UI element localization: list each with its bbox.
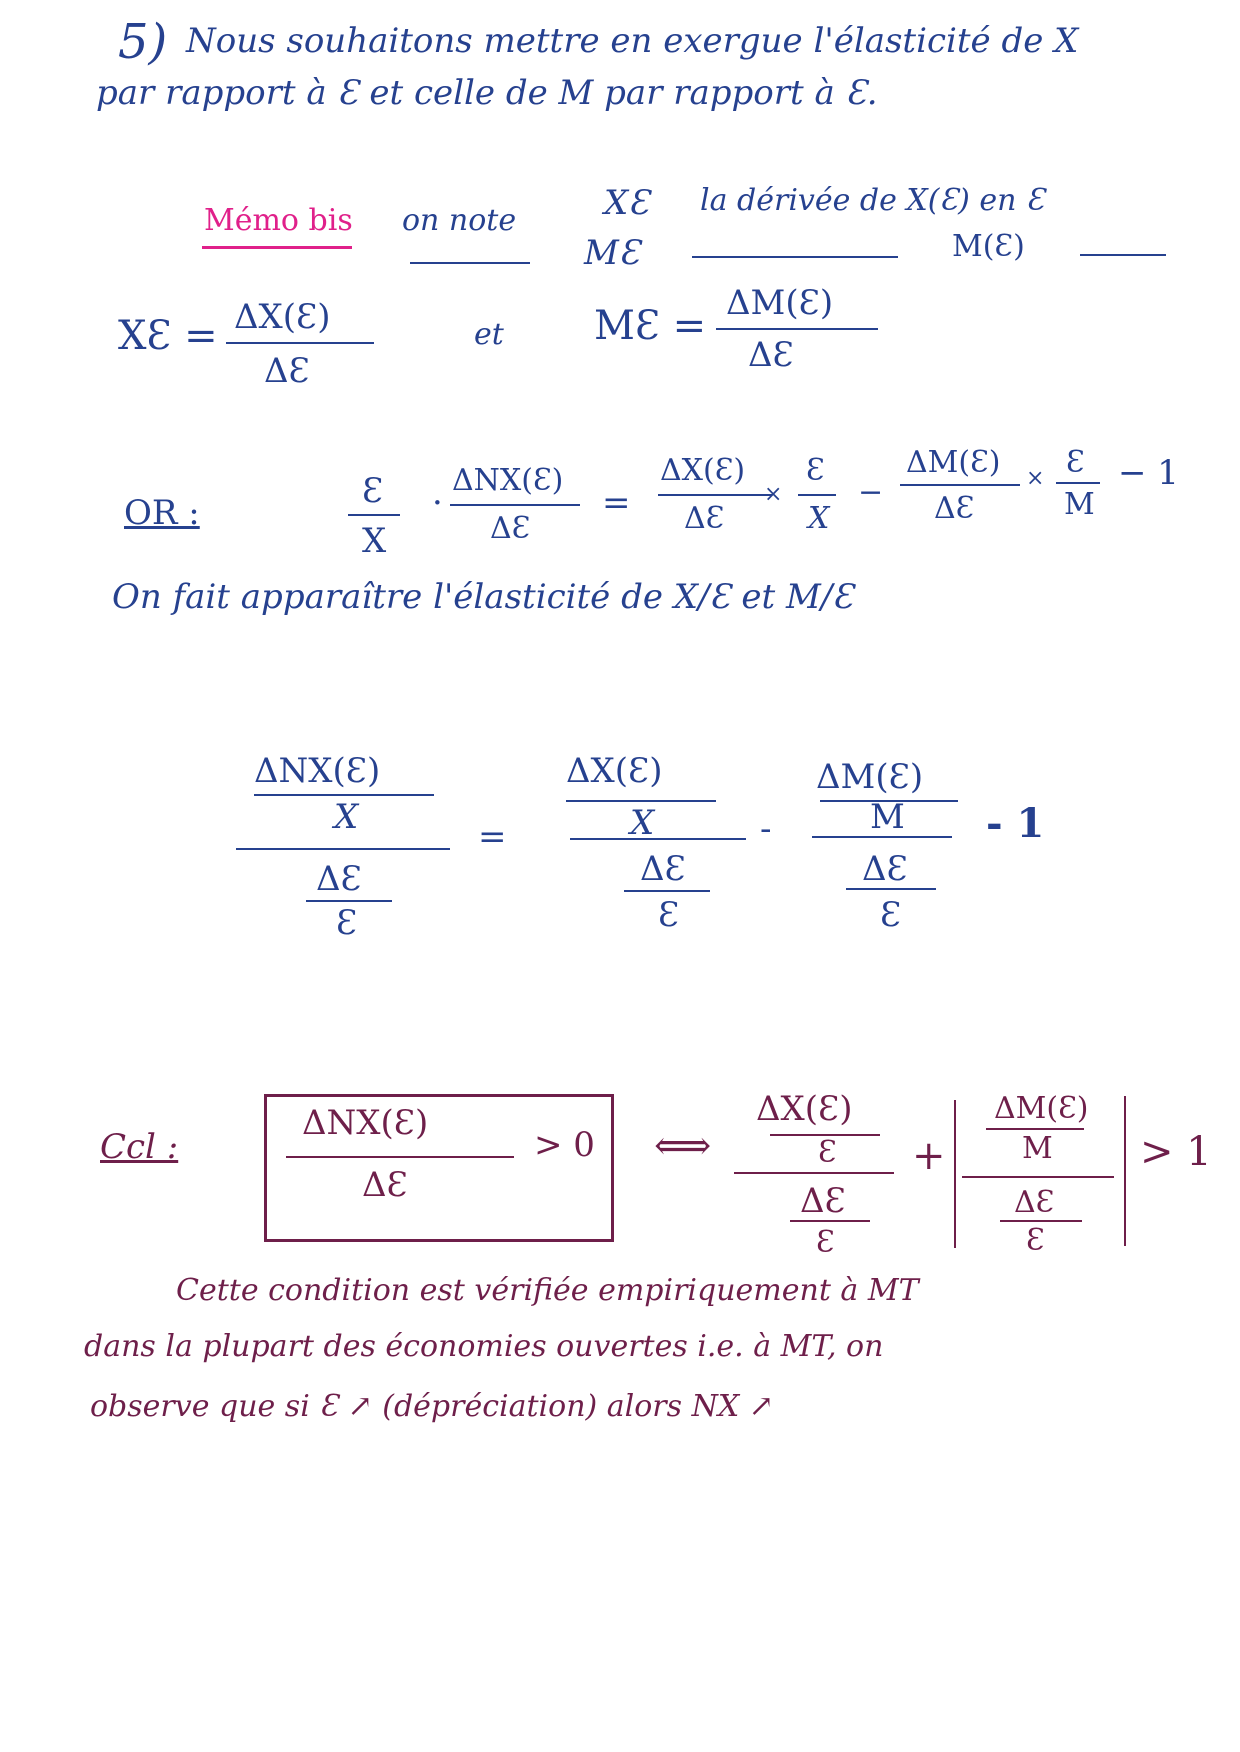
fraction-bar bbox=[1056, 482, 1100, 484]
greater-than-zero: > 0 bbox=[534, 1125, 595, 1165]
fraction-bar bbox=[306, 900, 392, 902]
multiplication-dot: · bbox=[432, 483, 443, 523]
or-fraction-5-numerator: ΔM(Ɛ) bbox=[906, 445, 1001, 480]
minus-sign: − bbox=[858, 475, 884, 510]
or-fraction-3-numerator: ΔX(Ɛ) bbox=[660, 453, 746, 488]
memo-x-symbol: XƐ bbox=[604, 183, 650, 223]
question-number: 5) bbox=[118, 14, 168, 70]
fraction-bar bbox=[900, 484, 1020, 486]
equals-sign: = bbox=[602, 483, 631, 523]
cond-term2-top-numerator: ΔM(Ɛ) bbox=[994, 1091, 1089, 1126]
term2-bottom-numerator: ΔƐ bbox=[862, 849, 908, 889]
cond-term1-bottom-numerator: ΔƐ bbox=[800, 1181, 846, 1221]
or-fraction-6-denominator: M bbox=[1064, 487, 1095, 522]
appear-line: On fait apparaître l'élasticité de X/Ɛ et M/Ɛ bbox=[112, 577, 854, 617]
or-label: OR : bbox=[124, 493, 200, 533]
fraction-bar bbox=[254, 794, 434, 796]
fraction-bar bbox=[286, 1156, 514, 1158]
closing-line-1: Cette condition est vérifiée empiriquement à MT bbox=[176, 1273, 919, 1308]
fraction-bar bbox=[716, 328, 878, 330]
equals-sign: = bbox=[478, 817, 507, 857]
fraction-bar bbox=[798, 494, 836, 496]
or-fraction-6-numerator: Ɛ bbox=[1066, 445, 1085, 480]
main-fraction-bar bbox=[962, 1176, 1114, 1178]
main-fraction-bar bbox=[812, 836, 952, 838]
fraction-bar bbox=[348, 514, 400, 516]
x-derivative-denominator: ΔƐ bbox=[264, 351, 310, 391]
fraction-bar bbox=[226, 342, 374, 344]
minus-sign: - bbox=[760, 809, 772, 849]
fraction-bar bbox=[1000, 1220, 1082, 1222]
lhs-bottom-denominator: Ɛ bbox=[336, 903, 358, 943]
memo-label: Mémo bis bbox=[204, 203, 353, 238]
iff-arrow: ⟺ bbox=[654, 1123, 712, 1169]
term1-top-denominator: X bbox=[630, 803, 655, 843]
fraction-bar bbox=[566, 800, 716, 802]
lhs-top-numerator: ΔNX(Ɛ) bbox=[254, 751, 381, 791]
fraction-bar bbox=[986, 1128, 1084, 1130]
closing-line-3: observe que si Ɛ ↗ (dépréciation) alors NX ↗ bbox=[90, 1389, 774, 1424]
term1-bottom-denominator: Ɛ bbox=[658, 895, 680, 935]
cond-term2-bottom-numerator: ΔƐ bbox=[1014, 1185, 1055, 1220]
fraction-bar bbox=[624, 890, 710, 892]
or-fraction-1-numerator: Ɛ bbox=[362, 471, 384, 511]
memo-description-1: la dérivée de X(Ɛ) en Ɛ bbox=[700, 183, 1045, 218]
ditto-line bbox=[692, 256, 898, 258]
times-sign: × bbox=[1026, 466, 1045, 491]
fraction-bar bbox=[846, 888, 936, 890]
or-fraction-4-numerator: Ɛ bbox=[806, 453, 825, 488]
x-derivative-numerator: ΔX(Ɛ) bbox=[234, 297, 331, 337]
cond-term1-top-numerator: ΔX(Ɛ) bbox=[756, 1089, 853, 1129]
closing-line-2: dans la plupart des économies ouvertes i.e. à MT, on bbox=[84, 1329, 884, 1364]
ditto-line bbox=[1080, 254, 1166, 256]
plus-sign: + bbox=[912, 1133, 946, 1179]
x-derivative-lhs: XƐ = bbox=[118, 313, 218, 359]
or-fraction-5-denominator: ΔƐ bbox=[934, 491, 975, 526]
box-numerator: ΔNX(Ɛ) bbox=[302, 1103, 429, 1143]
fraction-bar bbox=[790, 1220, 870, 1222]
box-denominator: ΔƐ bbox=[362, 1165, 408, 1205]
memo-underline bbox=[202, 246, 352, 249]
cond-term2-bottom-denominator: Ɛ bbox=[1026, 1223, 1045, 1258]
term2-top-numerator: ΔM(Ɛ) bbox=[816, 757, 924, 797]
minus-one: − 1 bbox=[1118, 453, 1179, 493]
fraction-bar bbox=[658, 494, 772, 496]
main-fraction-bar bbox=[734, 1172, 894, 1174]
or-fraction-2-denominator: ΔƐ bbox=[490, 511, 531, 546]
lhs-bottom-numerator: ΔƐ bbox=[316, 859, 362, 899]
minus-one: - 1 bbox=[986, 800, 1045, 847]
absolute-value-bar-left bbox=[954, 1100, 956, 1248]
cond-term1-bottom-denominator: Ɛ bbox=[816, 1225, 835, 1260]
cond-term1-top-denominator: Ɛ bbox=[818, 1135, 837, 1170]
m-derivative-numerator: ΔM(Ɛ) bbox=[726, 283, 834, 323]
or-fraction-2-numerator: ΔNX(Ɛ) bbox=[452, 463, 564, 498]
question-line-1: Nous souhaitons mettre en exergue l'élasticité de X bbox=[186, 21, 1079, 61]
m-derivative-lhs: MƐ = bbox=[594, 303, 707, 349]
memo-on-note: on note bbox=[402, 203, 517, 238]
question-line-2: par rapport à Ɛ et celle de M par rapport à Ɛ. bbox=[96, 73, 878, 113]
memo-description-2: M(Ɛ) bbox=[952, 229, 1025, 264]
ditto-line bbox=[410, 262, 530, 264]
et-label: et bbox=[474, 317, 504, 352]
cond-term2-top-denominator: M bbox=[1022, 1131, 1053, 1166]
times-sign: × bbox=[764, 482, 783, 507]
m-derivative-denominator: ΔƐ bbox=[748, 335, 794, 375]
term1-top-numerator: ΔX(Ɛ) bbox=[566, 751, 663, 791]
main-fraction-bar bbox=[236, 848, 450, 850]
lhs-top-denominator: X bbox=[334, 797, 359, 837]
absolute-value-bar-right bbox=[1124, 1096, 1126, 1246]
or-fraction-3-denominator: ΔƐ bbox=[684, 501, 725, 536]
term2-top-denominator: M bbox=[870, 797, 905, 837]
main-fraction-bar bbox=[570, 838, 746, 840]
term2-bottom-denominator: Ɛ bbox=[880, 895, 902, 935]
fraction-bar bbox=[450, 504, 580, 506]
memo-m-symbol: MƐ bbox=[584, 233, 640, 273]
conclusion-label: Ccl : bbox=[100, 1127, 179, 1167]
or-fraction-4-denominator: X bbox=[808, 501, 830, 536]
or-fraction-1-denominator: X bbox=[362, 521, 387, 561]
greater-than-one: > 1 bbox=[1140, 1129, 1212, 1175]
term1-bottom-numerator: ΔƐ bbox=[640, 849, 686, 889]
